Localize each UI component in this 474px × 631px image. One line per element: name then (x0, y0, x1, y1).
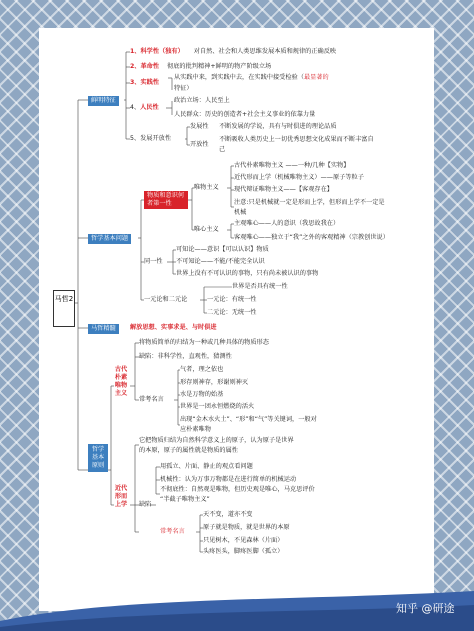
root-node: 马哲2 (53, 290, 75, 327)
feature-1-title: 科学性（独有） (140, 48, 184, 55)
ancient-q1: 气者，理之依也 (180, 366, 224, 373)
materialism-2: 近代形而上学（机械唯物主义）——原子等粒子 (234, 174, 364, 181)
monism-label: 一元论和二元论 (144, 296, 188, 303)
essence-text: 解放思想、实事求是、与时俱进 (130, 324, 217, 331)
feature-2-desc: 彻底的批判精神+鲜明的物产阶级立场 (167, 63, 272, 70)
materialism-1: 古代朴素唯物主义 ——一种/几种【实物】 (234, 162, 350, 169)
ancient-q5a: 出现“金木水火土”、“形”和“气”等关键词，一般对 (180, 416, 317, 423)
feature-4-title: 人民性 (140, 104, 159, 111)
feature-3-desc-a: 从实践中来，到实践中去，在实践中接受检验（ (174, 74, 304, 81)
feature-1 (130, 48, 336, 56)
feature-2-num: 2、 (130, 63, 141, 70)
basic-label: 哲学基本问题 (88, 234, 131, 244)
identity-2: 不可知论——不能/不能完全认识 (176, 258, 265, 265)
feature-5-title: 发展开放性 (140, 135, 172, 142)
modern-t1a: 它把物质归结为自然科学意义上的原子，认为原子是世界 (139, 437, 294, 444)
identity-label: 同一性 (144, 258, 163, 265)
ancient-q3: 水是万物的始基 (180, 391, 224, 398)
materialism-4b: 机械 (234, 209, 247, 216)
feature-5 (130, 135, 171, 143)
identity-1: 可知论——意识【可以认识】物质 (176, 246, 269, 253)
feature-3 (130, 79, 159, 87)
feature-4-num: 4、 (130, 104, 141, 111)
basic-q1: 物质和意识何者第一性 (144, 191, 188, 209)
feature-5-num: 5、 (130, 135, 141, 142)
idealism-1: 主观唯心——人的意识（我思故我在） (234, 220, 340, 227)
watermark: 知乎 @研途 (396, 602, 455, 615)
ancient-defect: 缺陷：非科学性，直观性，猜测性 (139, 353, 232, 360)
feature-4 (130, 104, 159, 112)
monism-1: 世界是否具有统一性 (232, 283, 288, 290)
feature-5-open-label: 开放性 (190, 141, 209, 148)
identity-3: 世界上没有不可认识的事物，只有尚未被认识的事物 (176, 270, 319, 277)
feature-1-desc: 对自然、社会和人类思维发展本质和规律的正确反映 (193, 48, 337, 55)
feature-5-open-b: 己 (219, 146, 226, 153)
feature-5-dev-label: 发展性 (190, 123, 209, 130)
modern-d1: 用孤立、片面、静止的观点看问题 (160, 463, 253, 470)
ancient-label: 古代朴素唯物主义 (114, 366, 128, 397)
feature-3-title: 实践性 (140, 79, 160, 86)
idealism-2: 客观唯心——独立于“我”之外的客观精神（宗教创世说） (234, 234, 389, 241)
modern-defect-label: 缺陷 (139, 501, 152, 508)
feature-4-b: 人民群众：历史的创造者+社会主义事业的依靠力量 (174, 111, 316, 118)
modern-q4: 头疼医头，脚疼医脚（孤立） (203, 548, 284, 555)
feature-2 (130, 63, 271, 71)
feature-2-title: 革命性 (140, 63, 160, 70)
modern-q1: 天不变，道亦不变 (203, 511, 253, 518)
ancient-q5b: 应朴素唯物 (180, 426, 211, 433)
materialism-label: 唯物主义 (194, 184, 219, 191)
ancient-q2: 形存则神存，形谢则神灭 (180, 379, 249, 386)
feature-3-desc (174, 74, 329, 82)
modern-q2: 原子就是物质，就是世界的本原 (203, 524, 290, 531)
ancient-q4: 世界是一团永恒燃烧的活火 (180, 403, 255, 410)
ancient-quote-label: 常考名言 (139, 396, 164, 403)
idealism-label: 唯心主义 (194, 226, 219, 233)
feature-3-desc-b: 特征） (174, 85, 193, 92)
modern-t1b: 的本原，原子的属性就是物质的属性 (139, 447, 238, 454)
monism-3: 二元论：无统一性 (207, 309, 257, 316)
feature-5-dev: 不断发展的学说，具有与时俱进的理论品质 (219, 123, 337, 130)
modern-d2: 机械性：认为万事万物都是在进行简单的机械运动 (160, 476, 297, 483)
principle-label: 哲学基本原则 (88, 444, 108, 472)
features-label: 鲜明特征 (88, 96, 119, 106)
modern-quote-label: 常考名言 (160, 528, 185, 535)
feature-5-open-a: 不断吸收人类历史上一切优秀思想文化成果而不断丰富自 (219, 136, 374, 143)
ancient-t1: 将物质简单的归结为一种或几种具体的物质形态 (139, 339, 269, 346)
essence-label: 马哲精髓 (88, 324, 119, 334)
feature-3-num: 3、 (130, 79, 141, 86)
materialism-3: 现代辩证唯物主义——【客观存在】 (234, 186, 333, 193)
feature-4-a: 政治立场：人民至上 (174, 97, 230, 104)
modern-label: 近代形而上学 (114, 485, 128, 508)
feature-1-num: 1、 (130, 48, 141, 55)
modern-d3a: 不彻底性：自然观是唯物，但历史观是唯心，马克思评价 (160, 486, 315, 493)
feature-3-highlight: 最显著的 (303, 74, 329, 81)
modern-q3: 只见树木，不见森林（片面） (203, 537, 284, 544)
modern-d3b: “半截子唯物主义” (160, 496, 210, 503)
monism-2: 一元论：有统一性 (207, 296, 257, 303)
materialism-4a: 注意:只是机械就一定是形而上学，但形而上学不一定是 (234, 199, 385, 206)
